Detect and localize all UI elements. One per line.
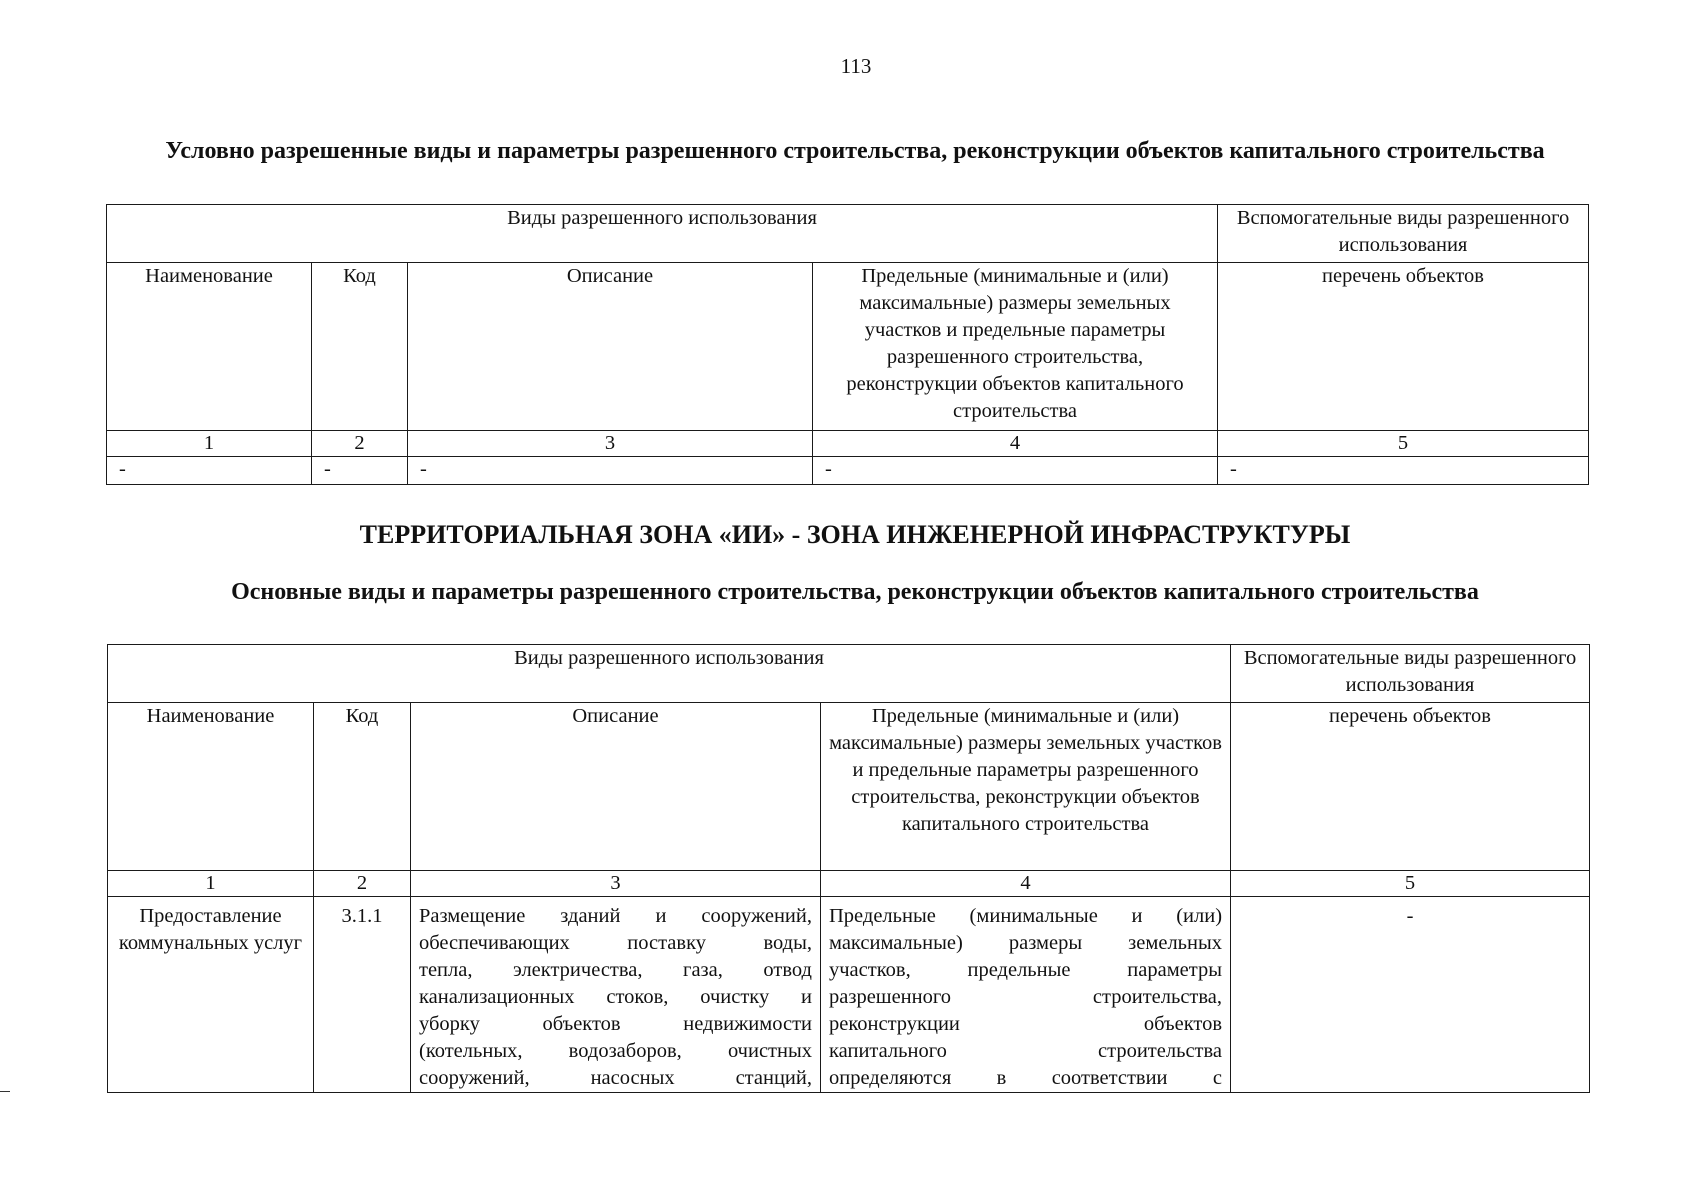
column-number: 1 (108, 871, 314, 897)
column-number: 5 (1231, 871, 1590, 897)
use-name: Предоставление коммунальных услуг (108, 897, 314, 1093)
zone-title: ТЕРРИТОРИАЛЬНАЯ ЗОНА «ИИ» - ЗОНА ИНЖЕНЕРНОЙ ИНФРАСТРУКТУРЫ (359, 520, 1351, 549)
header-auxiliary-uses: Вспомогательные виды разрешенного использования (1231, 645, 1590, 703)
limits-line: капитального строительства (829, 1040, 1223, 1062)
use-objects: - (1231, 897, 1590, 1093)
conditional-uses-heading: Условно разрешенные виды и параметры разрешенного строительства, реконструкции объектов капитального строительства (165, 138, 1545, 164)
column-number: 2 (312, 431, 408, 457)
description-line: (котельных, водозаборов, очистных (419, 1040, 812, 1062)
description-line: Размещение зданий и сооружений, (419, 905, 812, 927)
empty-cell: - (813, 457, 1218, 485)
column-limits: Предельные (минимальные и (или) максимальные) размеры земельных участков и предельные параметры разрешенного строительства, реконструкции объектов капитального строительства (821, 703, 1231, 871)
page-number: 113 (840, 54, 872, 78)
column-objects: перечень объектов (1231, 703, 1590, 871)
column-number: 5 (1218, 431, 1589, 457)
limits-line: определяются в соответствии с (829, 1067, 1223, 1089)
empty-cell: - (408, 457, 813, 485)
use-description (411, 897, 821, 1093)
main-uses-heading: Основные виды и параметры разрешенного строительства, реконструкции объектов капитального строительства (231, 579, 1479, 605)
column-number: 4 (813, 431, 1218, 457)
margin-mark (0, 1091, 10, 1092)
description-line: сооружений, насосных станций, (419, 1067, 812, 1089)
column-description: Описание (411, 703, 821, 871)
column-number: 2 (314, 871, 411, 897)
use-limits (821, 897, 1231, 1093)
column-code: Код (314, 703, 411, 871)
description-line: канализационных стоков, очистку и (419, 986, 812, 1008)
header-permitted-uses: Виды разрешенного использования (107, 205, 1218, 263)
column-name: Наименование (108, 703, 314, 871)
header-auxiliary-uses: Вспомогательные виды разрешенного использования (1218, 205, 1589, 263)
limits-line: Предельные (минимальные и (или) (829, 905, 1223, 927)
use-code: 3.1.1 (314, 897, 411, 1093)
column-description: Описание (408, 263, 813, 431)
header-permitted-uses: Виды разрешенного использования (108, 645, 1231, 703)
column-number: 3 (411, 871, 821, 897)
empty-cell: - (1218, 457, 1589, 485)
limits-line: максимальные) размеры земельных (829, 932, 1223, 954)
description-line: уборку объектов недвижимости (419, 1013, 812, 1035)
column-code: Код (312, 263, 408, 431)
description-line: тепла, электричества, газа, отвод (419, 959, 812, 981)
limits-line: реконструкции объектов (829, 1013, 1223, 1035)
column-name: Наименование (107, 263, 312, 431)
column-number: 4 (821, 871, 1231, 897)
table-row (108, 897, 1590, 1093)
empty-cell: - (312, 457, 408, 485)
column-objects: перечень объектов (1218, 263, 1589, 431)
column-number: 3 (408, 431, 813, 457)
limits-line: разрешенного строительства, (829, 986, 1223, 1008)
main-uses-table (107, 644, 1590, 1093)
limits-line: участков, предельные параметры (829, 959, 1223, 981)
description-line: обеспечивающих поставку воды, (419, 932, 812, 954)
column-limits: Предельные (минимальные и (или) максимальные) размеры земельных участков и предельные параметры разрешенного строительства, реконструкции объектов капитального строительства (813, 263, 1218, 431)
column-number: 1 (107, 431, 312, 457)
empty-cell: - (107, 457, 312, 485)
conditional-uses-table (106, 204, 1589, 485)
